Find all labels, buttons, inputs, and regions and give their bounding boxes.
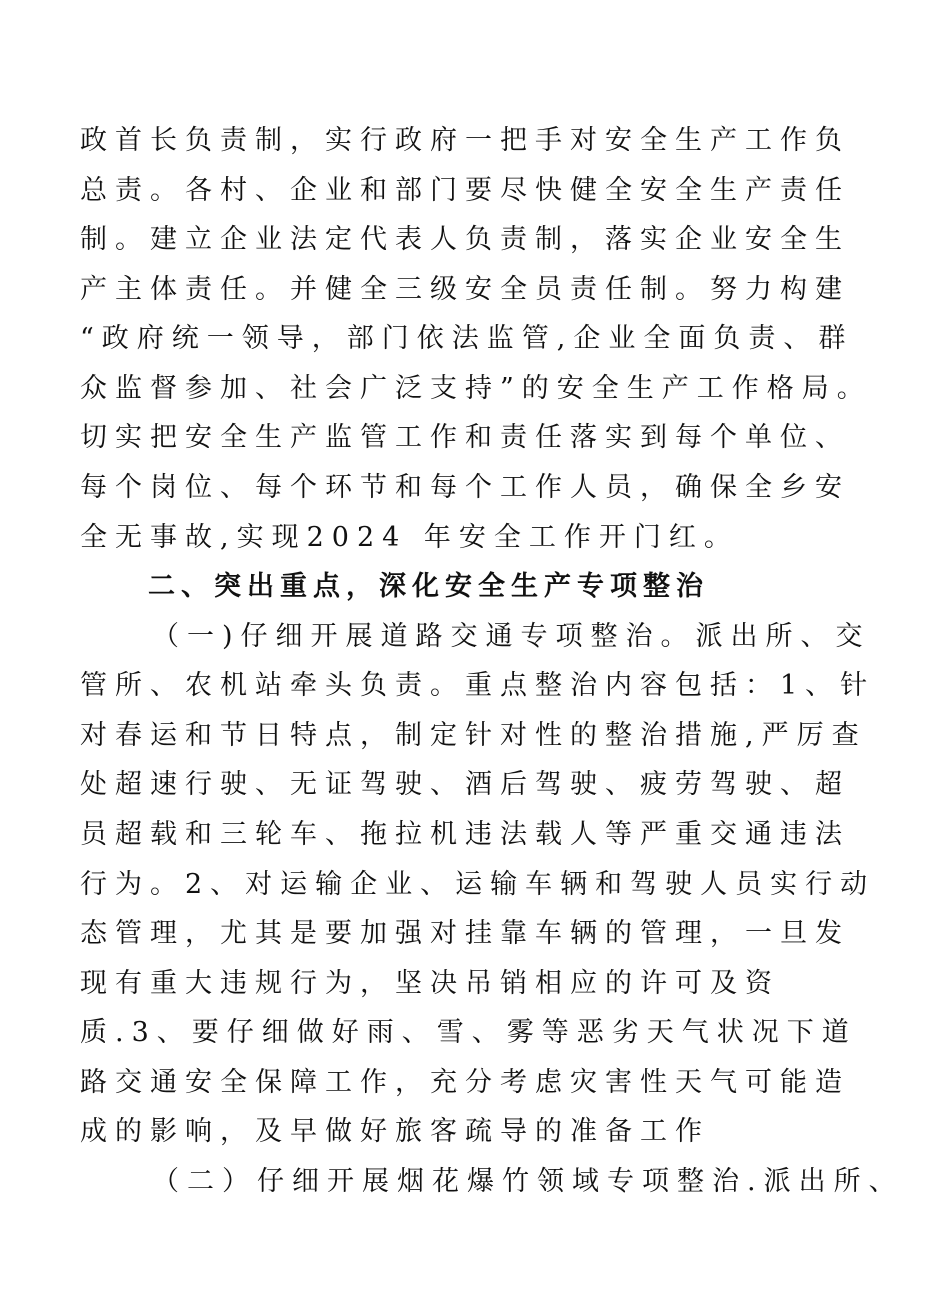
body-text-line: 制。建立企业法定代表人负责制，落实企业安全生 xyxy=(80,224,850,255)
subsection-first-line: （一)仔细开展道路交通专项整治。派出所、交 xyxy=(152,621,871,652)
body-text-line: 处超速行驶、无证驾驶、酒后驾驶、疲劳驾驶、超 xyxy=(80,769,850,800)
body-text-line: 路交通安全保障工作，充分考虑灾害性天气可能造 xyxy=(80,1067,850,1098)
body-text-line: 质.3、要仔细做好雨、雪、雾等恶劣天气状况下道 xyxy=(80,1017,857,1048)
body-text-line: 全无事故,实现2024 年安全工作开门红。 xyxy=(80,522,739,553)
body-text-line: 众监督参加、社会广泛支持”的安全生产工作格局。 xyxy=(80,373,872,404)
body-text-line: 管所、农机站牵头负责。重点整治内容包括：1、针 xyxy=(80,670,876,701)
body-text-line: 现有重大违规行为，坚决吊销相应的许可及资 xyxy=(80,968,780,999)
body-text-line: 每个岗位、每个环节和每个工作人员，确保全乡安 xyxy=(80,472,850,503)
body-text-line: 总责。各村、企业和部门要尽快健全安全生产责任 xyxy=(80,175,850,206)
body-text-line: 行为。2、对运输企业、运输车辆和驾驶人员实行动 xyxy=(80,869,876,900)
section-heading: 二、突出重点，深化安全生产专项整治 xyxy=(148,571,709,602)
body-text-line: 切实把安全生产监管工作和责任落实到每个单位、 xyxy=(80,422,850,453)
body-text-line: 态管理，尤其是要加强对挂靠车辆的管理，一旦发 xyxy=(80,918,850,949)
body-text-line: “政府统一领导，部门依法监管,企业全面负责、群 xyxy=(80,323,854,354)
body-text-line: 政首长负责制，实行政府一把手对安全生产工作负 xyxy=(80,125,850,156)
body-text-line: 产主体责任。并健全三级安全员责任制。努力构建 xyxy=(80,274,850,305)
body-text-line: 对春运和节日特点，制定针对性的整治措施,严厉查 xyxy=(80,720,867,751)
body-text-line: 成的影响，及早做好旅客疏导的准备工作 xyxy=(80,1116,710,1147)
subsection-first-line: （二）仔细开展烟花爆竹领域专项整治.派出所、 xyxy=(152,1166,904,1197)
body-text-line: 员超载和三轮车、拖拉机违法载人等严重交通违法 xyxy=(80,819,850,850)
